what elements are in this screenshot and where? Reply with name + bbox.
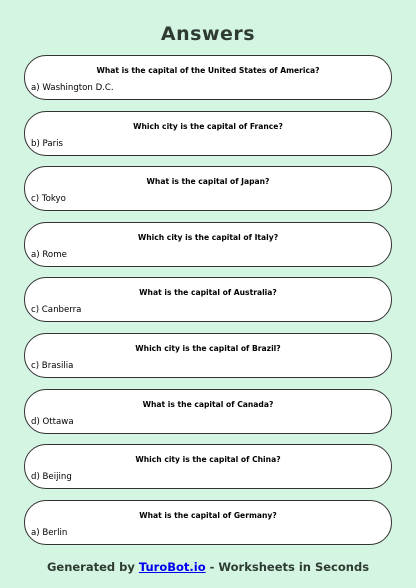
- answer-text: c) Tokyo: [31, 194, 66, 205]
- question-text: What is the capital of Canada?: [142, 399, 274, 409]
- answer-text: a) Berlin: [31, 527, 68, 538]
- question-text: Which city is the capital of Italy?: [137, 232, 279, 242]
- page-title: Answers: [160, 23, 256, 45]
- answer-text: b) Paris: [31, 138, 63, 149]
- turobot-link[interactable]: TuroBot.io: [138, 560, 206, 574]
- question-text: What is the capital of the United States of America?: [96, 66, 320, 75]
- answer-card: [24, 166, 392, 211]
- question-text: What is the capital of Germany?: [139, 510, 277, 520]
- answer-text: d) Ottawa: [31, 416, 74, 427]
- question-text: What is the capital of Japan?: [146, 177, 270, 187]
- answer-text: a) Washington D.C.: [31, 83, 114, 93]
- answer-card: [24, 333, 392, 378]
- question-text: What is the capital of Australia?: [139, 288, 277, 298]
- answer-text: a) Rome: [31, 249, 67, 260]
- footer: [0, 560, 416, 575]
- answer-text: c) Brasilia: [31, 360, 74, 371]
- answer-card: [24, 444, 392, 489]
- answer-card: [24, 55, 392, 100]
- answer-text: d) Beijing: [31, 472, 72, 483]
- question-text: Which city is the capital of China?: [135, 455, 281, 465]
- answer-list: [24, 55, 392, 555]
- footer-suffix: - Worksheets in Seconds: [205, 560, 370, 574]
- answer-card: [24, 111, 392, 156]
- footer-prefix: Generated by: [46, 560, 139, 574]
- answer-card: [24, 389, 392, 434]
- answer-card: [24, 500, 392, 545]
- answer-card: [24, 222, 392, 267]
- answer-text: c) Canberra: [31, 305, 82, 316]
- answer-card: [24, 277, 392, 322]
- question-text: Which city is the capital of Brazil?: [135, 343, 281, 353]
- question-text: Which city is the capital of France?: [133, 121, 283, 131]
